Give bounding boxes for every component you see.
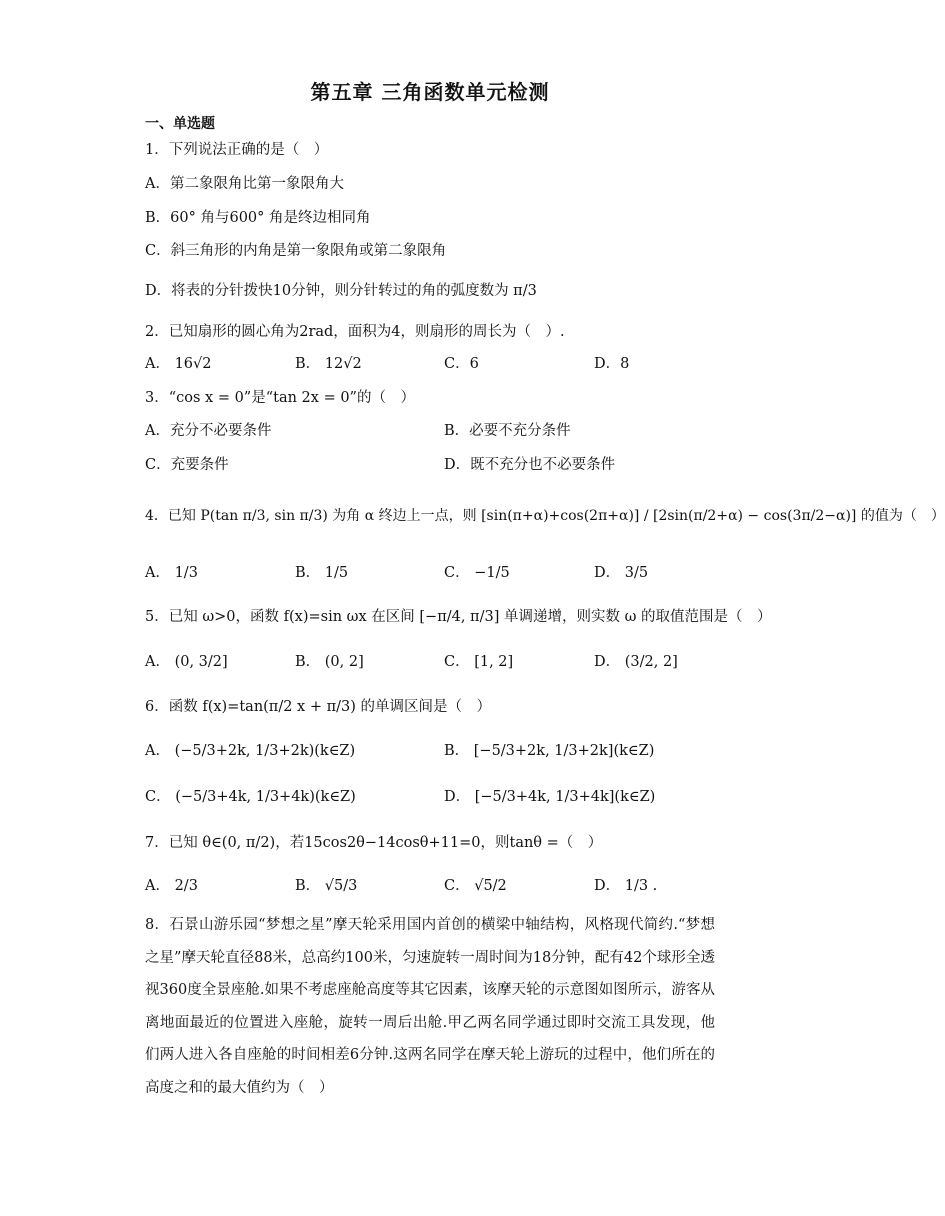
question-2-stem: 2．已知扇形的圆心角为2rad，面积为4，则扇形的周长为（ ）. xyxy=(145,324,565,340)
question-6-stem: 6．函数 f(x)=tan(π/2 x + π/3) 的单调区间是（ ） xyxy=(145,699,492,715)
question-6-option-a: A． (−5/3+2k, 1/3+2k)(k∈Z) xyxy=(145,743,356,759)
question-6-option-c: C． (−5/3+4k, 1/3+4k)(k∈Z) xyxy=(145,789,356,805)
question-4-option-c: C． −1/5 xyxy=(444,565,510,581)
question-7-option-d: D． 1/3 . xyxy=(594,878,658,894)
question-2-option-b: B． 12√2 xyxy=(295,356,362,372)
question-1-option-d: D．将表的分针拨快10分钟，则分针转过的角的弧度数为 π/3 xyxy=(145,283,537,299)
question-7-option-c: C． √5/2 xyxy=(444,878,507,894)
question-4-option-a: A． 1/3 xyxy=(145,565,198,581)
page-title: 第五章 三角函数单元检测 xyxy=(310,80,550,104)
question-5-stem: 5．已知 ω>0，函数 f(x)=sin ωx 在区间 [−π/4, π/3] 单调递增，则实数 ω 的取值范围是（ ） xyxy=(145,609,772,625)
question-5-option-a: A． (0, 3/2] xyxy=(145,654,228,670)
question-5-option-d: D． (3/2, 2] xyxy=(594,654,678,670)
question-2-option-a: A． 16√2 xyxy=(145,356,212,372)
question-3-option-b: B．必要不充分条件 xyxy=(444,423,571,439)
question-3-option-c: C．充要条件 xyxy=(145,457,229,473)
question-1-option-a: A．第二象限角比第一象限角大 xyxy=(145,176,344,192)
question-1-option-c: C．斜三角形的内角是第一象限角或第二象限角 xyxy=(145,243,447,259)
question-3-option-d: D．既不充分也不必要条件 xyxy=(444,457,616,473)
section-heading: 一、单选题 xyxy=(145,116,215,132)
question-3-stem: 3．“cos x = 0”是“tan 2x = 0”的（ ） xyxy=(145,390,415,406)
question-6-option-d: D． [−5/3+4k, 1/3+4k](k∈Z) xyxy=(444,789,656,805)
question-1-stem: 1．下列说法正确的是（ ） xyxy=(145,142,329,158)
question-6-option-b: B． [−5/3+2k, 1/3+2k](k∈Z) xyxy=(444,743,655,759)
question-4-stem: 4．已知 P(tan π/3, sin π/3) 为角 α 终边上一点，则 [sin(π+α)+cos(2π+α)] / [2sin(π/2+α) − cos(3π/2−α)] 的值为（ ） xyxy=(145,508,945,524)
question-7-option-b: B． √5/3 xyxy=(295,878,358,894)
question-3-option-a: A．充分不必要条件 xyxy=(145,423,272,439)
question-4-option-d: D． 3/5 xyxy=(594,565,649,581)
question-5-option-c: C． [1, 2] xyxy=(444,654,514,670)
question-4-option-b: B． 1/5 xyxy=(295,565,349,581)
question-7-option-a: A． 2/3 xyxy=(145,878,198,894)
question-2-option-d: D．8 xyxy=(594,356,630,372)
question-7-stem: 7．已知 θ∈(0, π/2)，若15cos2θ−14cosθ+11=0，则tanθ =（ ） xyxy=(145,835,603,851)
question-8-text: 8．石景山游乐园“梦想之星”摩天轮采用国内首创的横梁中轴结构，风格现代简约.“梦想之星”摩天轮直径88米，总高约100米，匀速旋转一周时间为18分钟，配有42个球形全透视360度全景座舱.如果不考虑座舱高度等其它因素，该摩天轮的示意图如图所示，游客从离地面最近的位置进入座舱，旋转一周后出舱.甲乙两名同学通过即时交流工具发现，他们两人进入各自座舱的时间相差6分钟.这两名同学在摩天轮上游玩的过程中，他们所在的高度之和的最大值约为（ ） xyxy=(145,917,715,1096)
question-5-option-b: B． (0, 2] xyxy=(295,654,364,670)
question-1-option-b: B．60° 角与600° 角是终边相同角 xyxy=(145,210,371,226)
question-2-option-c: C．6 xyxy=(444,356,479,372)
